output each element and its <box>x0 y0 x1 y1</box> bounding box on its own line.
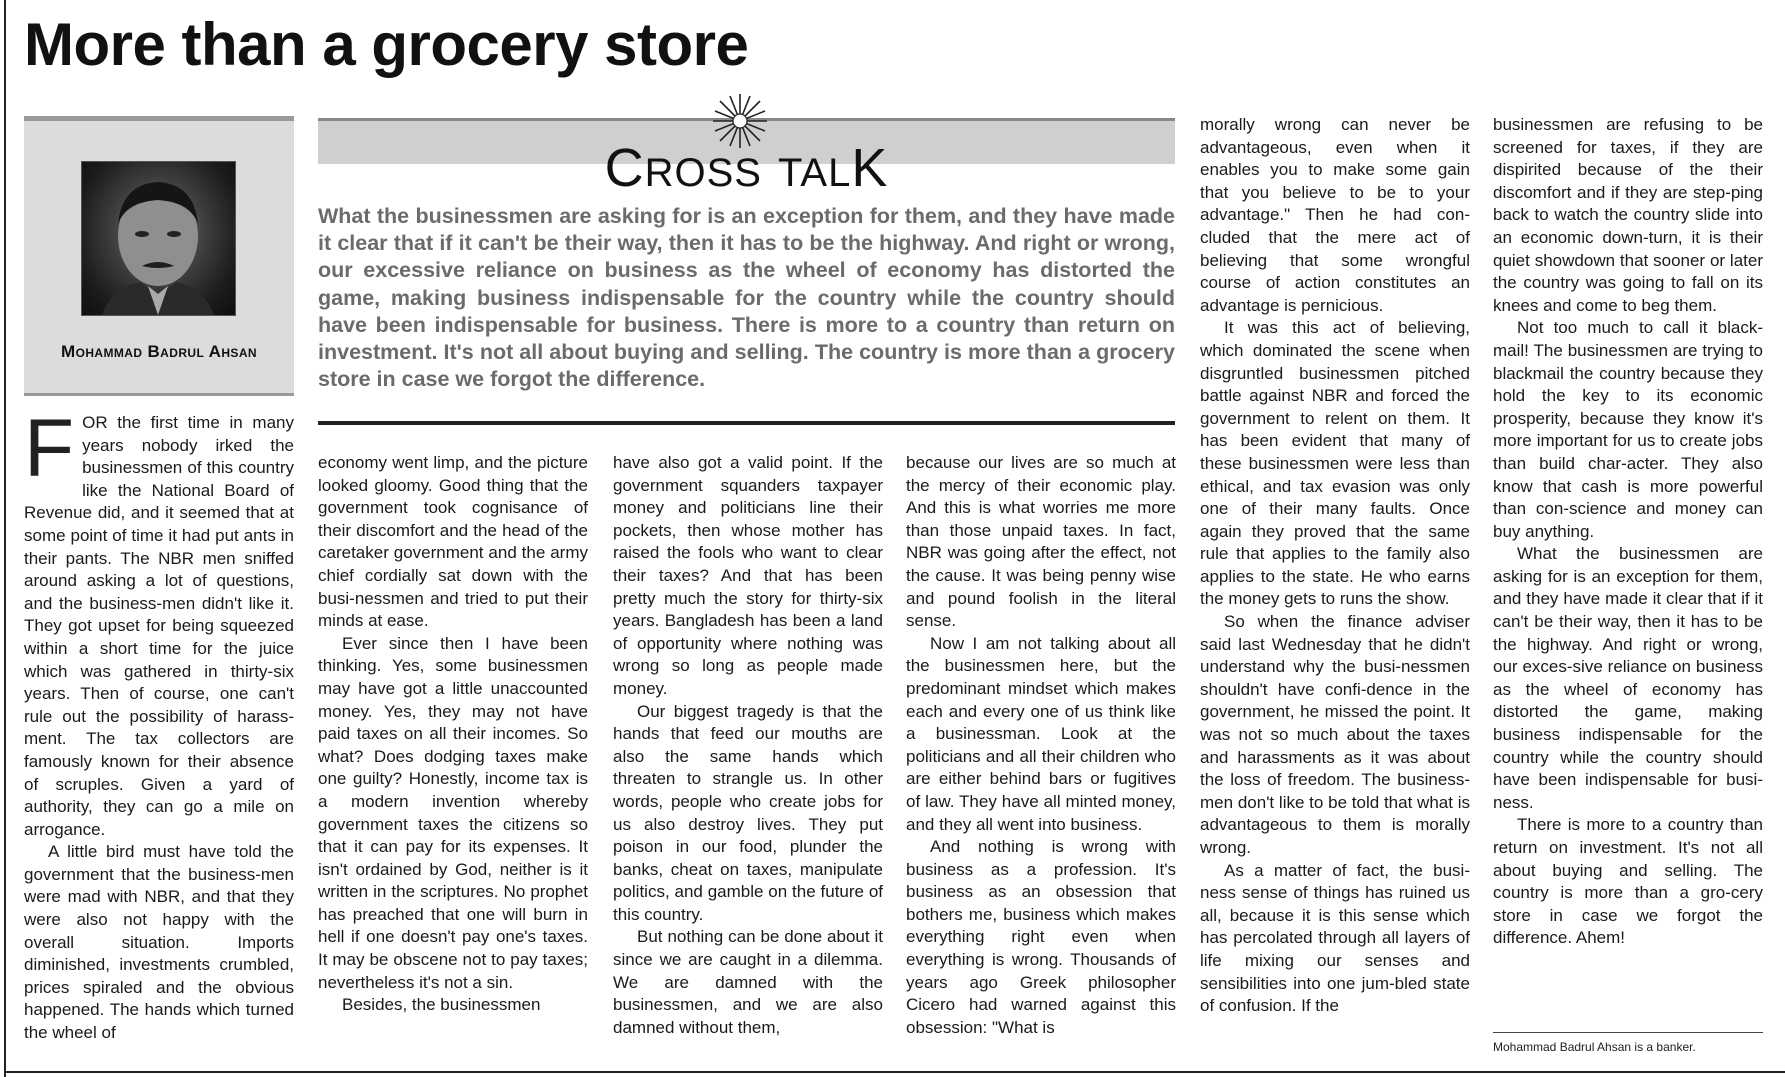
portrait-illustration <box>82 162 235 315</box>
article-column-2: economy went limp, and the picture looked gloomy. Good thing that the government took cognisance of their discomfort and the head of the caretaker government and the army chief cordially sat down with the busi-nessmen and tried to put their minds at ease. Ever since then I have been thinking. Yes, some businessmen may have got a little unaccounted money. Yes, they may not have paid taxes on all their incomes. So what? Does dodging taxes make one guilty? Honestly, income tax is a modern invention whereby government taxes the citizens so that it can pay for its expenses. It isn't ordained by God, neither is it written in the scriptures. No prophet has preached that one will burn in hell if one doesn't pay one's taxes. It may be obscene not to pay taxes; nevertheless it's not a sin. Besides, the businessmen <box>318 453 588 1015</box>
pull-quote-rule <box>318 421 1175 425</box>
article-column-3: have also got a valid point. If the government squanders taxpayer money and politicians line their pockets, then whose mother has raised the fools who want to clear their taxes? And that has been pretty much the story for thirty-six years. Bangladesh has been a land of opportunity where nothing was wrong so long as people made money. Our biggest tragedy is that the hands that feed our mouths are also the same hands which threaten to strangle us. In other words, people who create jobs for us also destroy lives. They put poison in our food, plunder the banks, cheat on taxes, manipulate politics, and gamble on the future of this country. But nothing can be done about it since we are caught in a dilemma. We are damned with the businessmen, and we are also damned without them, <box>613 453 883 1037</box>
pull-quote: What the businessmen are asking for is an exception for them, and they have made it clear that if it can't be their way, then it has to be the highway. And right or wrong, our excessive reliance on business as the wheel of economy has distorted the game, making business indispensable for the country while the country should have been indispensable for business. There is more to a country than return on investment. It's not all about buying and selling. The country is more than a grocery store in case we forgot the difference. <box>318 204 1175 392</box>
author-name: Mohammad Badrul Ahsan <box>61 342 257 361</box>
article-column-1: FOR the first time in many years nobody irked the businessmen of this country like the National Board of Revenue did, and it seemed that at some point of time it had put ants in their pants. The NBR men sniffed around asking a lot of questions, and the business-men didn't like it. They got upset for being squeezed within a short time for the juice which was gathered in thirty-six years. Then of course, one can't rule out the possibility of harass-ment. The tax collectors are famously known for their absence of scruples. Given a yard of authority, they can go a mile on arrogance. A little bird must have told the government that the business-men were mad with NBR, and that they were also not happy with the overall situation. Imports diminished, investments crumbled, prices spiraled and the obvious happened. The hands which turned the wheel of <box>24 403 294 1043</box>
left-margin-rule <box>4 0 6 1077</box>
author-photo <box>81 161 236 316</box>
bottom-margin-rule <box>4 1071 1785 1073</box>
article-column-6: businessmen are refusing to be screened for taxes, if they are dispirited because of the their discomfort and if they are step-ping back to watch the country slide into an economic down-turn, it is their quiet showdown that sooner or later the country was going to fall on its knees and come to beg them. Not too much to call it black-mail! The businessmen are trying to blackmail the country because they hold the key to its economic prosperity, because they know it's more important for us to create jobs than build char-acter. They also know that cash is more powerful than con-science and money can buy anything. What the businessmen are asking for is an exception for them, and they have made it clear that if it can't be their way, then it has to be the highway. And right or wrong, our exces-sive reliance on business as the wheel of economy has distorted the game, making business indispensable for the country while the country should have been indispensable for busi-ness. There is more to a country than return on investment. It's not all about buying and selling. The country is more than a gro-cery store in case we forgot the difference. Ahem! <box>1493 115 1763 948</box>
drop-cap: F <box>24 403 75 494</box>
headline: More than a grocery store <box>24 11 749 78</box>
byline-rule <box>1493 1032 1763 1033</box>
author-byline: Mohammad Badrul Ahsan is a banker. <box>1493 1040 1696 1054</box>
column-title: CROSS TALK <box>604 138 889 198</box>
article-column-5: morally wrong can never be advantageous, even when it enables you to make some gain that you believe to be to your advantage." Then he had con-cluded that the mere act of believing that some wrongful course of action constitutes an advantage is pernicious. It was this act of believing, which dominated the scene when disgruntled businessmen pitched battle against NBR and forced the government to relent on them. It has been evident that many of these businessmen were less than ethical, and tax evasion was only one of their many faults. Once again they proved that the same rule that applies to the family also applies to the state. He who earns the money gets to runs the show. So when the finance adviser said last Wednesday that he didn't understand why the busi-nessmen shouldn't have confi-dence in the government, he missed the point. It was not so much about the taxes and harassments as it was about the loss of freedom. The business-men don't like to be told that what is advantageous to them is morally wrong. As a matter of fact, the busi-ness sense of things has ruined us all, because it is this sense which has percolated through all layers of life mixing our senses and sensibilities into one jum-bled state of confusion. If the <box>1200 115 1470 1016</box>
article-column-4: because our lives are so much at the mercy of their economic play. And this is what worries me more than those unpaid taxes. In fact, NBR was going after the effect, not the cause. It was being penny wise and pound foolish in the literal sense. Now I am not talking about all the businessmen here, but the predominant mindset which makes each and every one of us think like a businessman. Look at the politicians and all their children who are either behind bars or fugitives of law. They have all minted money, and they all went into business. And nothing is wrong with business as a profession. It's business as an obsession that bothers me, business which makes everything right even when everything is wrong. Thousands of years ago Greek philosopher Cicero had warned against this obsession: "What is <box>906 453 1176 1037</box>
